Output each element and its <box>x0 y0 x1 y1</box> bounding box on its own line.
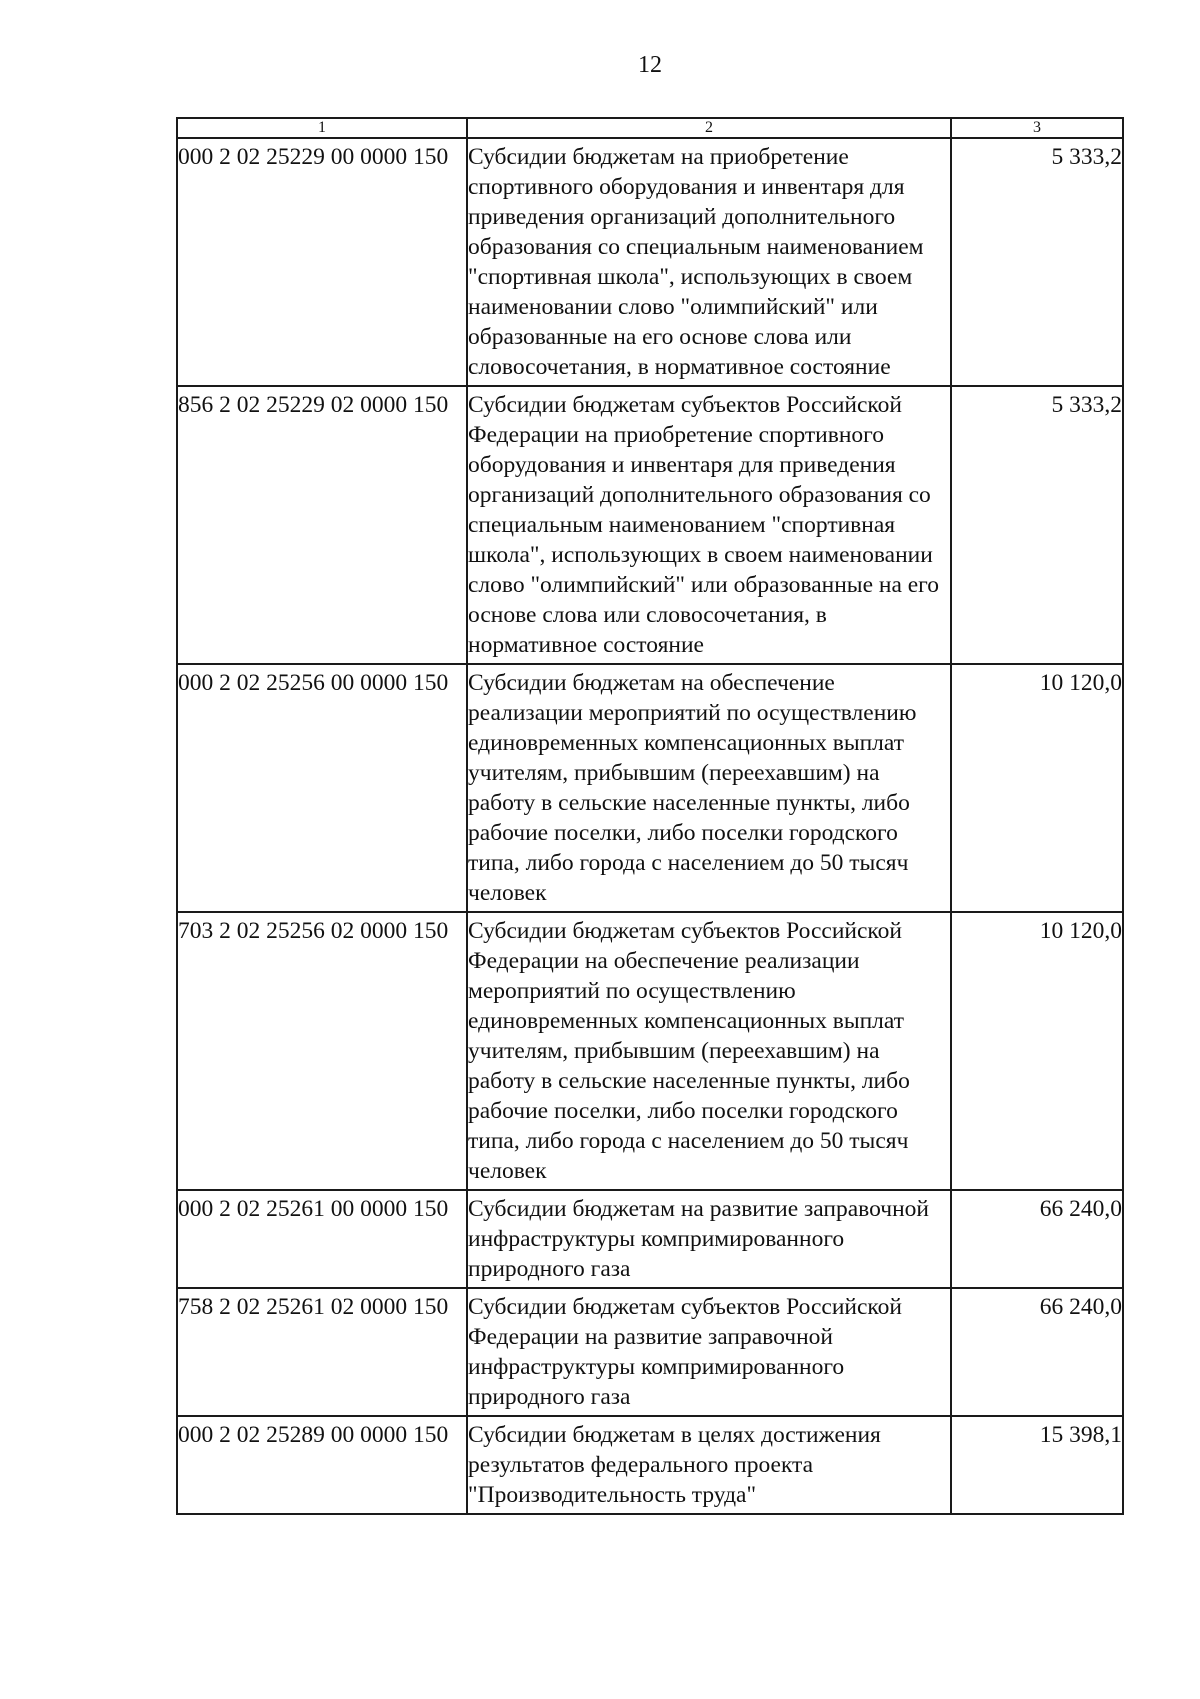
row-code: 000 2 02 25289 00 0000 150 <box>177 1416 467 1514</box>
row-description: Субсидии бюджетам на приобретение спортивного оборудования и инвентаря для приведения организаций дополнительного образования со специальным наименованием "спортивная школа", использующих в своем наименовании слово "олимпийский" или образованные на его основе слова или словосочетания, в нормативное состояние <box>467 138 951 386</box>
header-row <box>177 118 1123 138</box>
column-header-description: 2 <box>467 118 951 138</box>
table-row <box>177 1190 1123 1288</box>
row-description: Субсидии бюджетам субъектов Российской Федерации на развитие заправочной инфраструктуры компримированного природного газа <box>467 1288 951 1416</box>
row-amount: 5 333,2 <box>951 138 1123 386</box>
row-description: Субсидии бюджетам на обеспечение реализации мероприятий по осуществлению единовременных компенсационных выплат учителям, прибывшим (переехавшим) на работу в сельские населенные пункты, либо рабочие поселки, либо поселки городского типа, либо города с населением до 50 тысяч человек <box>467 664 951 912</box>
column-header-amount: 3 <box>951 118 1123 138</box>
row-description: Субсидии бюджетам субъектов Российской Федерации на обеспечение реализации мероприятий по осуществлению единовременных компенсационных выплат учителям, прибывшим (переехавшим) на работу в сельские населенные пункты, либо рабочие поселки, либо поселки городского типа, либо города с населением до 50 тысяч человек <box>467 912 951 1190</box>
row-code: 703 2 02 25256 02 0000 150 <box>177 912 467 1190</box>
row-description: Субсидии бюджетам в целях достижения результатов федерального проекта "Производительность труда" <box>467 1416 951 1514</box>
table-row <box>177 1288 1123 1416</box>
row-amount: 10 120,0 <box>951 664 1123 912</box>
table-row <box>177 386 1123 664</box>
budget-table <box>176 117 1124 1515</box>
row-amount: 66 240,0 <box>951 1288 1123 1416</box>
column-header-code: 1 <box>177 118 467 138</box>
row-amount: 15 398,1 <box>951 1416 1123 1514</box>
row-code: 000 2 02 25261 00 0000 150 <box>177 1190 467 1288</box>
row-amount: 66 240,0 <box>951 1190 1123 1288</box>
row-amount: 10 120,0 <box>951 912 1123 1190</box>
page-number: 12 <box>638 52 662 78</box>
row-amount: 5 333,2 <box>951 386 1123 664</box>
row-code: 000 2 02 25229 00 0000 150 <box>177 138 467 386</box>
table-row <box>177 138 1123 386</box>
row-code: 000 2 02 25256 00 0000 150 <box>177 664 467 912</box>
table-row <box>177 1416 1123 1514</box>
row-description: Субсидии бюджетам на развитие заправочной инфраструктуры компримированного природного газа <box>467 1190 951 1288</box>
table-row <box>177 912 1123 1190</box>
row-description: Субсидии бюджетам субъектов Российской Федерации на приобретение спортивного оборудования и инвентаря для приведения организаций дополнительного образования со специальным наименованием "спортивная школа", использующих в своем наименовании слово "олимпийский" или образованные на его основе слова или словосочетания, в нормативное состояние <box>467 386 951 664</box>
table-row <box>177 664 1123 912</box>
row-code: 856 2 02 25229 02 0000 150 <box>177 386 467 664</box>
row-code: 758 2 02 25261 02 0000 150 <box>177 1288 467 1416</box>
